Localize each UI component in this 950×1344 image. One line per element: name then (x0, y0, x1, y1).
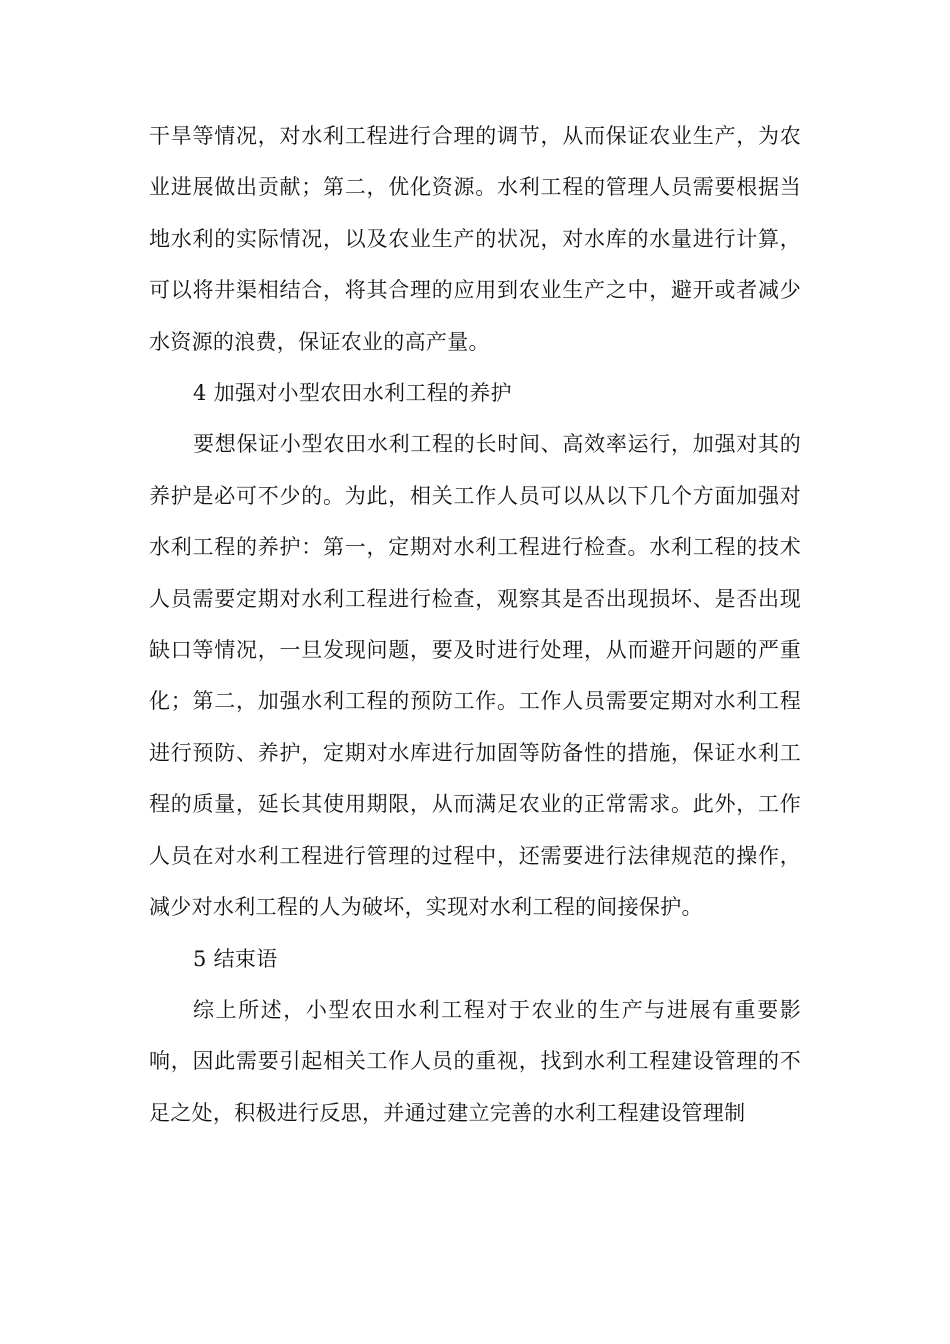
section-heading: 4 加强对小型农田水利工程的养护 (193, 381, 512, 406)
section-heading: 5 结束语 (193, 946, 278, 971)
document-page (149, 111, 801, 1139)
body-paragraph: 要想保证小型农田水利工程的长时间、高效率运行，加强对其的养护是必可不少的。为此，相关工作人员可以从以下几个方面加强对水利工程的养护：第一，定期对水利工程进行检查。水利工程的技术人员需要定期对水利工程进行检查，观察其是否出现损坏、是否出现缺口等情况，一旦发现问题，要及时进行处理，从而避开问题的严重化；第二，加强水利工程的预防工作。工作人员需要定期对水利工程进行预防、养护，定期对水库进行加固等防备性的措施，保证水利工程的质量，延长其使用期限，从而满足农业的正常需求。此外，工作人员在对水利工程进行管理的过程中，还需要进行法律规范的操作，减少对水利工程的人为破坏，实现对水利工程的间接保护。 (149, 432, 801, 920)
body-paragraph: 干旱等情况，对水利工程进行合理的调节，从而保证农业生产，为农业进展做出贡献；第二，优化资源。水利工程的管理人员需要根据当地水利的实际情况，以及农业生产的状况，对水库的水量进行计算，可以将井渠相结合，将其合理的应用到农业生产之中，避开或者减少水资源的浪费，保证农业的高产量。 (149, 124, 801, 354)
body-paragraph: 综上所述，小型农田水利工程对于农业的生产与进展有重要影响，因此需要引起相关工作人员的重视，找到水利工程建设管理的不足之处，积极进行反思，并通过建立完善的水利工程建设管理制 (149, 997, 801, 1125)
